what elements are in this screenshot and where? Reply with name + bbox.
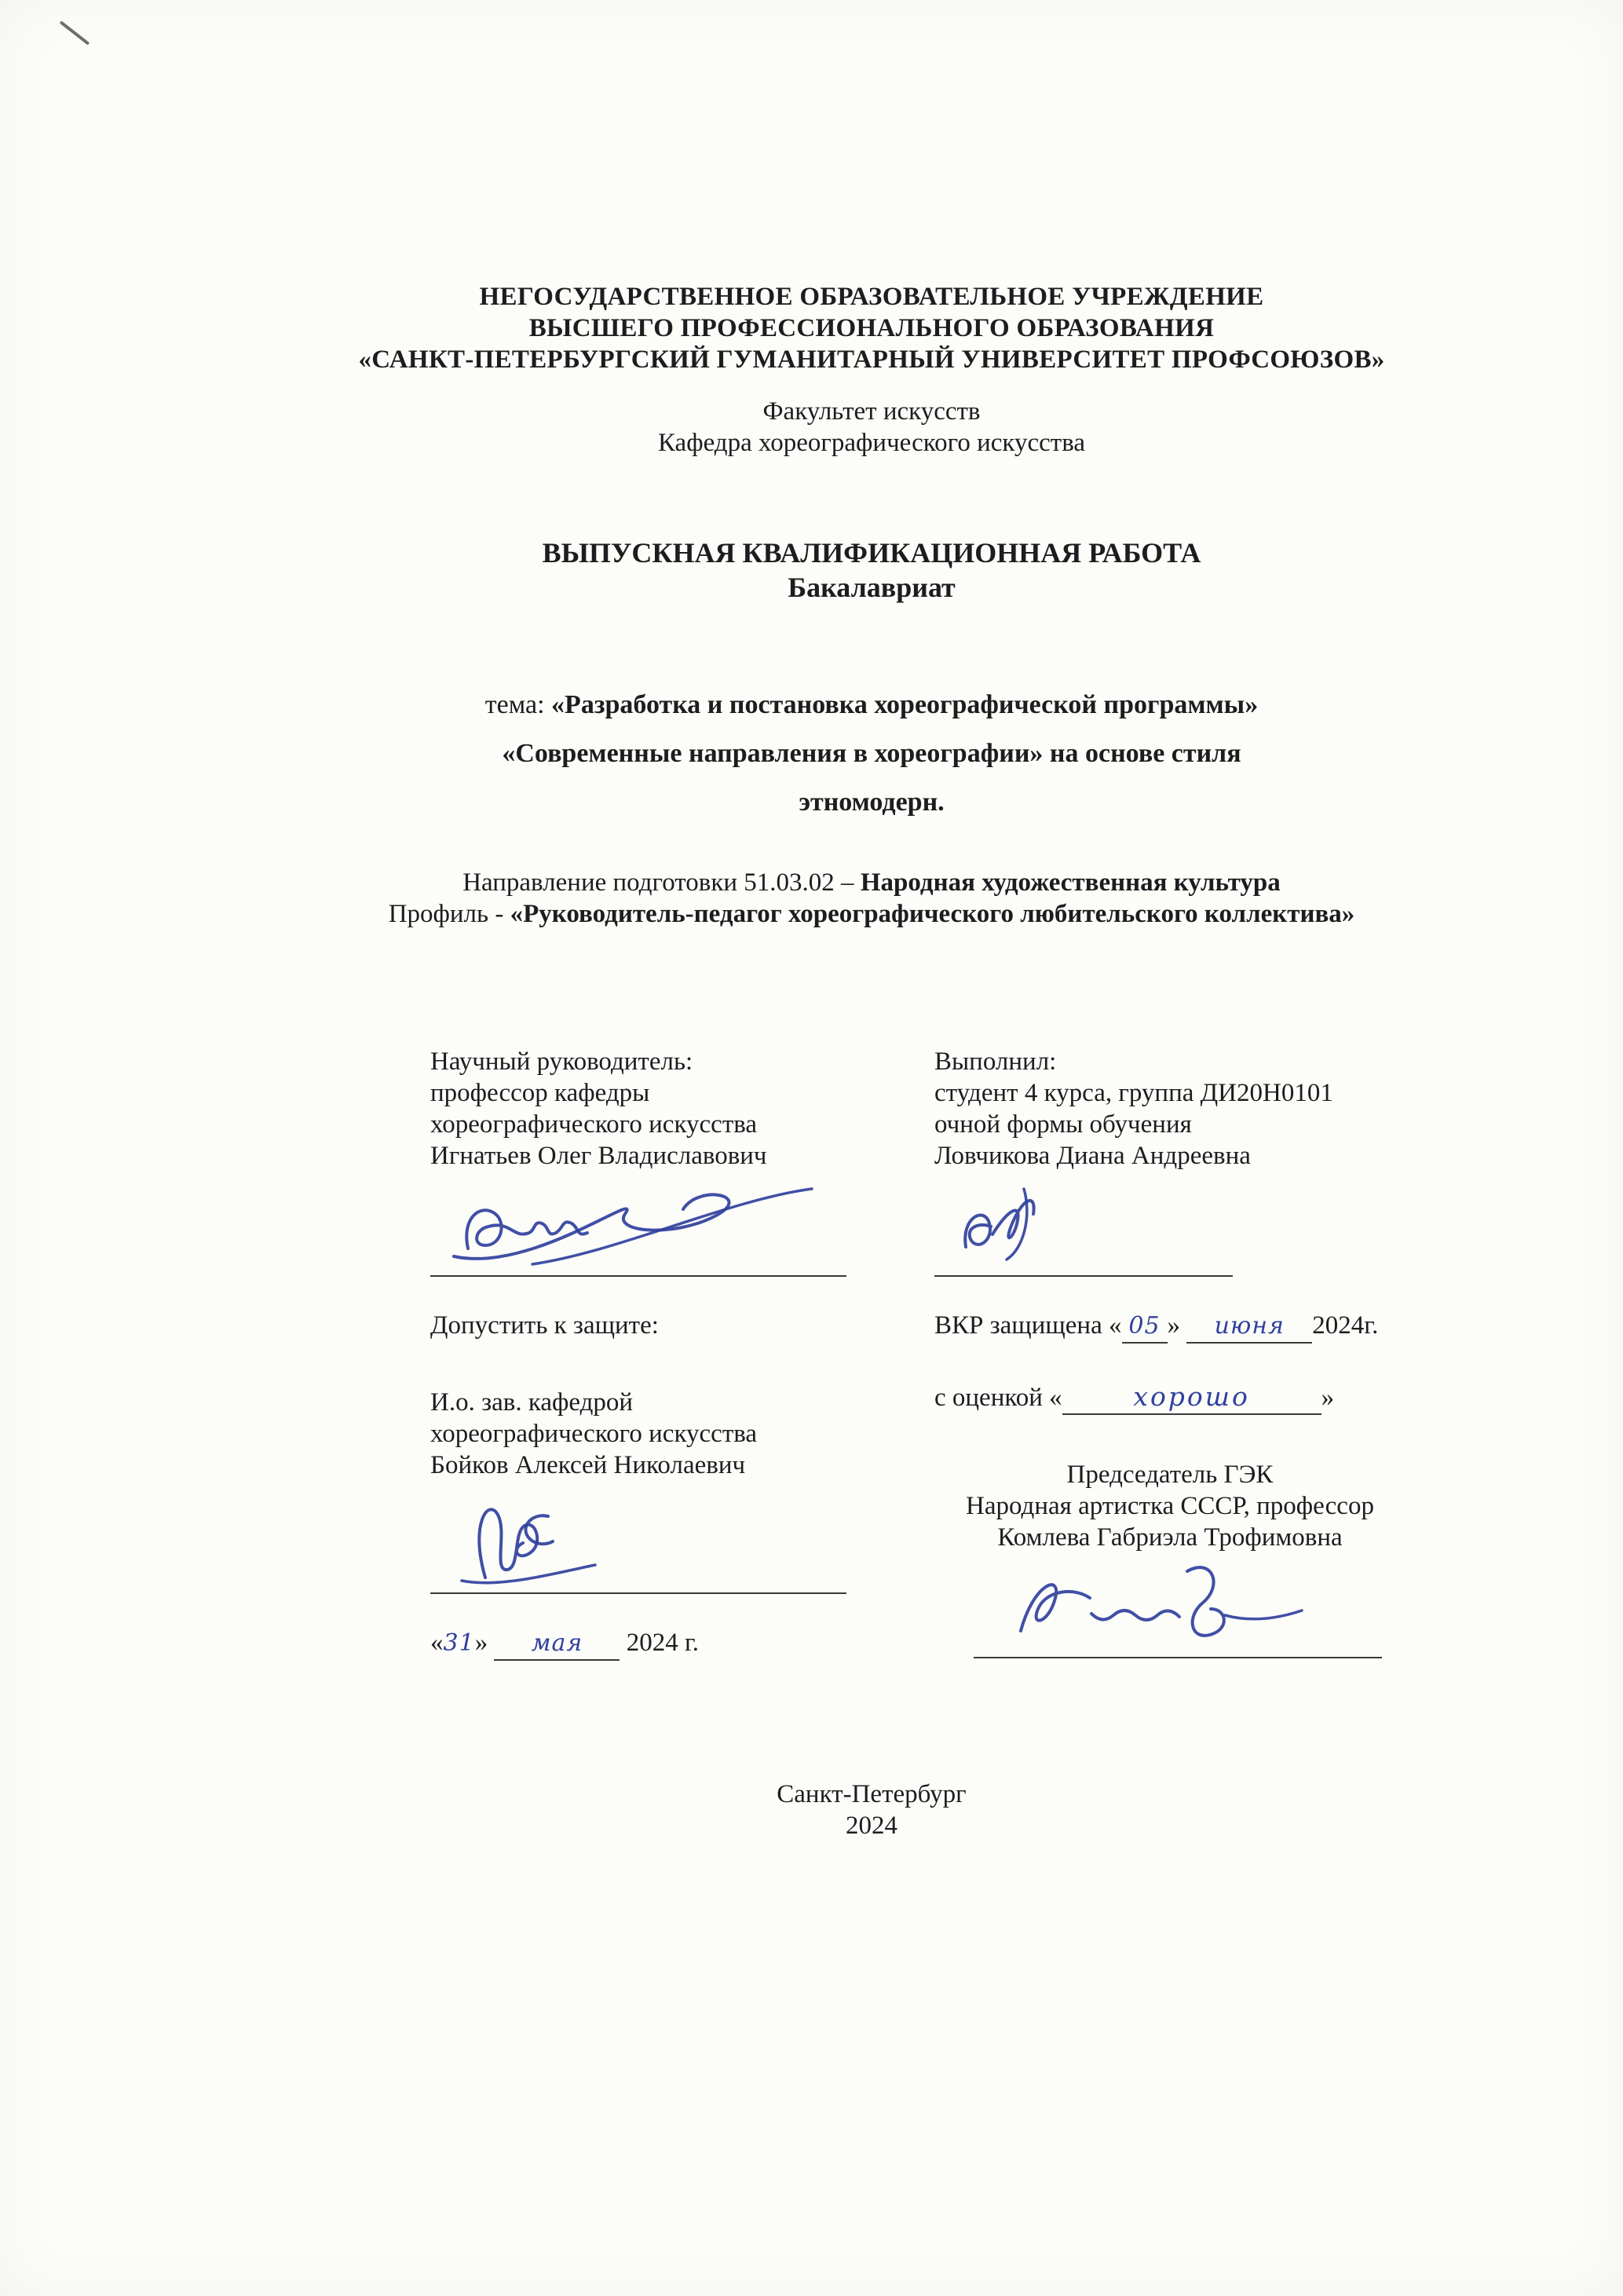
work-title: ВЫПУСКНАЯ КВАЛИФИКАЦИОННАЯ РАБОТА: [542, 537, 1201, 569]
supervisor-name: Игнатьев Олег Владиславович: [430, 1142, 767, 1170]
defense-mid-quote: »: [1167, 1311, 1180, 1340]
program-line: [338, 867, 1406, 898]
signature-columns: [338, 1046, 1406, 1661]
chairman-signature: [989, 1549, 1335, 1663]
footer-year: 2024: [846, 1812, 897, 1840]
faculty-name: Факультет искусств: [762, 397, 981, 426]
profile-name: «Руководитель-педагог хореографического любительского коллектива»: [510, 900, 1355, 928]
theme-block: [338, 689, 1406, 818]
chairman-block: [934, 1459, 1406, 1553]
supervisor-position-2: хореографического искусства: [430, 1110, 758, 1139]
defense-day-field: [1122, 1310, 1168, 1344]
performed-by-label: Выполнил:: [934, 1047, 1057, 1076]
grade-field: [1062, 1381, 1321, 1415]
head-of-department-block: [430, 1387, 894, 1481]
defense-day-handwritten: 05: [1128, 1312, 1161, 1340]
chairman-title: Председатель ГЭК: [1066, 1461, 1274, 1489]
supervisor-signature: [438, 1164, 862, 1281]
theme-prefix: тема:: [484, 690, 552, 719]
profile-prefix: Профиль -: [388, 900, 510, 928]
footer-city: Санкт-Петербург: [777, 1780, 967, 1808]
defense-prefix: ВКР защищена «: [934, 1311, 1122, 1340]
org-line-1: НЕГОСУДАРСТВЕННОЕ ОБРАЗОВАТЕЛЬНОЕ УЧРЕЖДЕНИЕ: [479, 283, 1264, 311]
head-position-2: хореографического искусства: [430, 1420, 758, 1448]
program-block: [338, 867, 1406, 930]
student-signature: [942, 1172, 1139, 1281]
supervisor-position-1: профессор кафедры: [430, 1079, 650, 1107]
grade-prefix: с оценкой «: [934, 1384, 1062, 1412]
admit-label: Допустить к защите:: [430, 1311, 659, 1340]
chairman-name: Комлева Габриэла Трофимовна: [997, 1523, 1343, 1552]
faculty-block: [338, 396, 1406, 459]
footer-block: [338, 1779, 1406, 1841]
date-open-quote: «: [430, 1629, 444, 1657]
admission-year: 2024 г.: [626, 1629, 700, 1657]
degree-level: Бакалавриат: [788, 572, 956, 603]
admission-month-handwritten: мая: [531, 1629, 583, 1657]
student-name: Ловчикова Диана Андреевна: [934, 1142, 1251, 1170]
theme-title: «Разработка и постановка хореографической программы»: [551, 690, 1259, 719]
work-title-block: [338, 536, 1406, 605]
title-page-content: [338, 0, 1406, 1841]
left-column: [430, 1046, 894, 1661]
chairman-signature-area: [934, 1553, 1406, 1657]
admission-month-field: [494, 1627, 620, 1661]
right-column: [934, 1046, 1406, 1658]
student-group-line: студент 4 курса, группа ДИ20Н0101: [934, 1079, 1333, 1107]
admission-date-row: [430, 1627, 894, 1661]
grade-row: [934, 1381, 1406, 1415]
theme-line-2: «Современные направления в хореографии» на основе стиля: [502, 739, 1241, 768]
admission-day-handwritten: 31: [443, 1629, 475, 1657]
theme-line-1: [338, 689, 1406, 721]
head-position-1: И.о. зав. кафедрой: [430, 1388, 634, 1417]
head-name: Бойков Алексей Николаевич: [430, 1451, 746, 1479]
org-line-2: ВЫСШЕГО ПРОФЕССИОНАЛЬНОГО ОБРАЗОВАНИЯ: [528, 314, 1215, 342]
grade-suffix: »: [1321, 1384, 1335, 1412]
student-study-form-line: очной формы обучения: [934, 1110, 1192, 1139]
head-signature-area: [430, 1481, 894, 1592]
scan-artifact-mark: [60, 20, 90, 45]
defense-year: 2024г.: [1312, 1311, 1379, 1340]
department-name: Кафедра хореографического искусства: [657, 429, 1086, 457]
grade-handwritten: хорошо: [1133, 1381, 1250, 1412]
supervisor-label: Научный руководитель:: [430, 1047, 693, 1076]
program-prefix: Направление подготовки 51.03.02 –: [462, 868, 861, 897]
date-close-quote: »: [474, 1629, 488, 1657]
head-signature: [438, 1477, 627, 1599]
theme-line-3: этномодерн.: [799, 788, 945, 817]
defense-month-handwritten: июня: [1214, 1312, 1285, 1340]
program-name: Народная художественная культура: [860, 868, 1281, 897]
student-signature-area: [934, 1172, 1406, 1275]
org-line-3: «САНКТ-ПЕТЕРБУРГСКИЙ ГУМАНИТАРНЫЙ УНИВЕРСИТЕТ ПРОФСОЮЗОВ»: [358, 345, 1385, 374]
profile-line: [338, 898, 1406, 930]
organization-header: [338, 281, 1406, 375]
chairman-honor-line: Народная артистка СССР, профессор: [966, 1492, 1374, 1520]
defense-date-row: [934, 1310, 1406, 1344]
defense-month-field: [1186, 1310, 1312, 1344]
supervisor-signature-area: [430, 1172, 894, 1275]
